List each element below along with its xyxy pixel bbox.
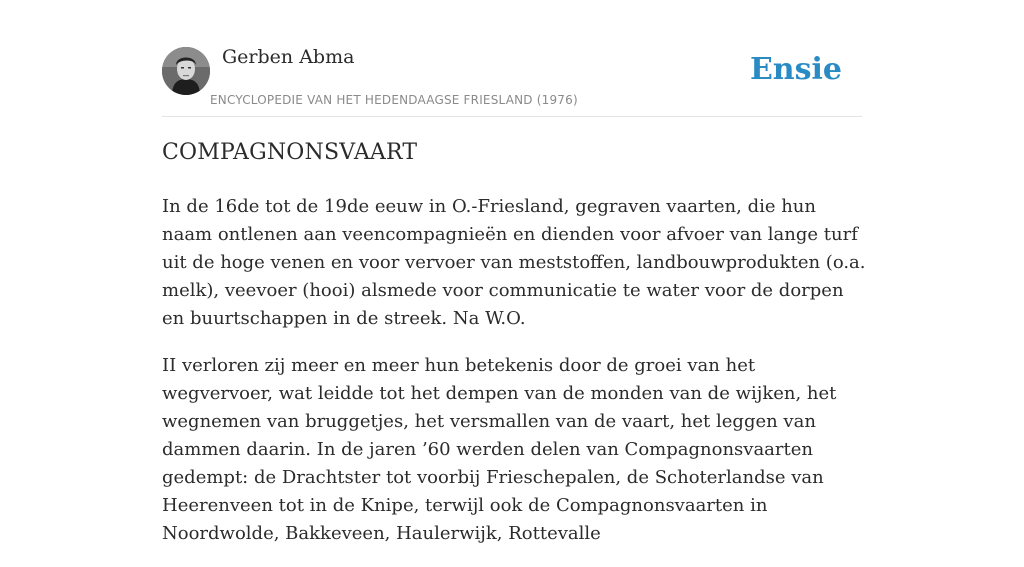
source-publication[interactable]: ENCYCLOPEDIE VAN HET HEDENDAAGSE FRIESLAND (1976): [210, 93, 578, 107]
article-paragraph: II verloren zij meer en meer hun betekenis door de groei van het wegvervoer, wat leidde tot het dempen van de monden van de wijken, het wegnemen van bruggetjes, het versmallen van de vaart, het leggen van dammen daarin. In de jaren ’60 werden delen van Compagnonsvaarten gedempt: de Drachtster tot voorbij Frieschepalen, de Schoterlandse van Heerenveen tot in de Knipe, terwijl ook de Compagnonsvaarten in Noordwolde, Bakkeveen, Haulerwijk, Rottevalle: [162, 355, 837, 544]
ensie-logo[interactable]: Ensie: [749, 52, 842, 87]
article-paragraph: In de 16de tot de 19de eeuw in O.-Friesland, gegraven vaarten, die hun naam ontlenen aan veencompagnieën en dienden voor afvoer van lange turf uit de hoge venen en voor vervoer van meststoffen, landbouwprodukten (o.a. melk), veevoer (hooi) alsmede voor communicatie te water voor de dorpen en buurtschappen in de streek. Na W.O.: [162, 196, 866, 329]
article-header: [162, 44, 862, 117]
article-body: [162, 193, 867, 567]
author-name[interactable]: Gerben Abma: [222, 46, 355, 68]
author-avatar[interactable]: [162, 47, 210, 95]
article-title: COMPAGNONSVAART: [162, 140, 418, 165]
author-photo: [162, 47, 210, 95]
